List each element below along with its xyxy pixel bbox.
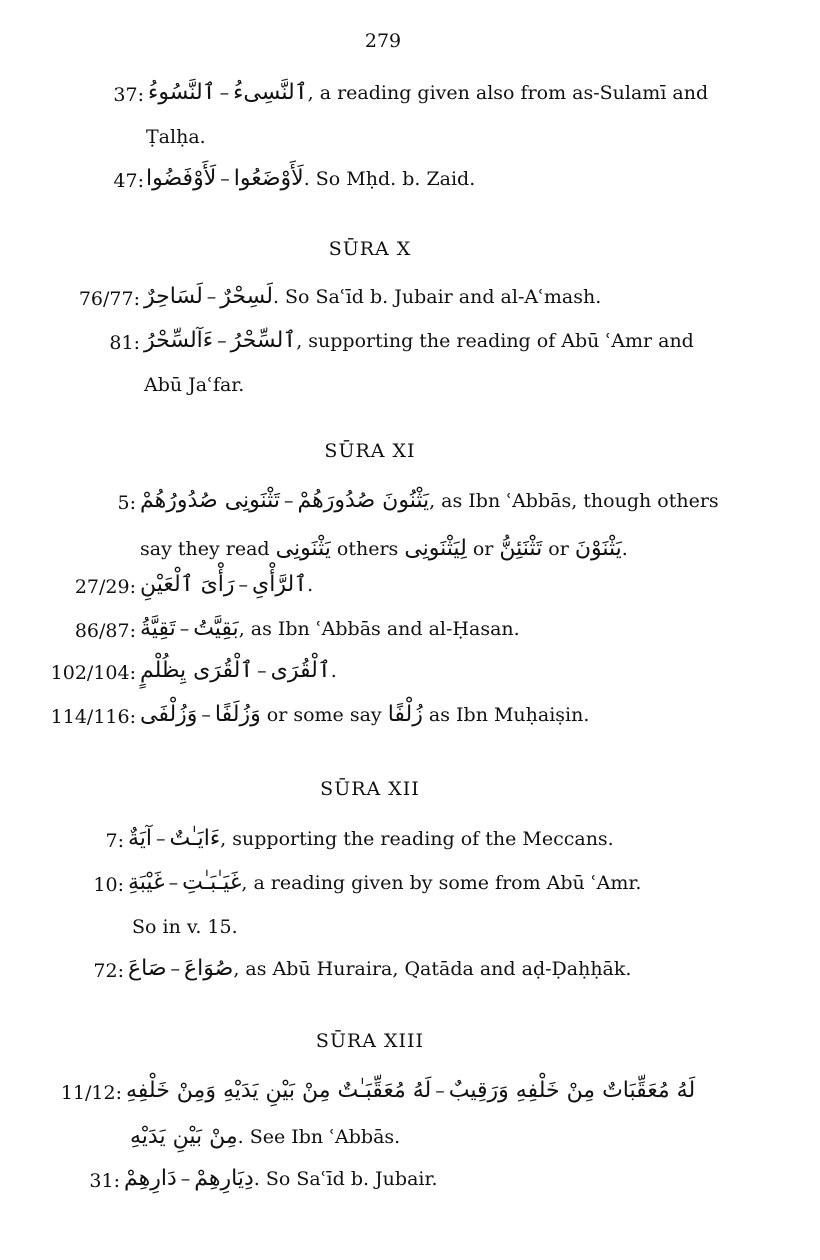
verse-ref: 7: (105, 830, 124, 852)
arabic-reading: صُوَاعَ (184, 956, 234, 981)
entry-line: آيَةٌ – ءَايَـٰتٌ, supporting the reading of the Meccans. (128, 826, 614, 851)
arabic-reading: ٱلْقُرَى (270, 658, 331, 683)
arabic-reading: لَهُ مُعَقِّبَاتٌ مِنْ خَلْفِهِ وَرَقِيبٌ (448, 1078, 696, 1103)
entry-line: تَقِيَّةُ – بَقِيَّتُ, as Ibn ʿAbbās and al-Ḥasan. (140, 616, 520, 641)
entry-text: , as Ibn ʿAbbās and al-Ḥasan. (238, 618, 520, 640)
entry-text: . (307, 574, 314, 596)
entry-text: . So Mḥd. b. Zaid. (303, 168, 476, 190)
verse-ref: 47: (113, 170, 144, 192)
entry-line: تَثْنَونِى صُدُورُهُمْ – يَثْنُونَ صُدُورَهُمْ, as Ibn ʿAbbās, though others (140, 488, 719, 513)
entry-text: , a reading given also from as-Sulamī and (307, 82, 709, 104)
entry-line: ٱلنَّسُوءُ – ٱلنَّسِىءُ, a reading given also from as-Sulamī and (148, 80, 709, 105)
entry-line: لَسَاحِرٌ – لَسِحْرٌ. So Saʿīd b. Jubair and al-Aʿmash. (144, 284, 602, 309)
arabic-reading: زُلْفًا (387, 702, 423, 727)
arabic-reading: ٱلنَّسُوءُ (148, 80, 216, 105)
verse-ref: 5: (117, 492, 136, 514)
arabic-reading: ٱلنَّسِىءُ (233, 80, 308, 105)
arabic-reading: غَيَـٰبَـٰتِ (182, 870, 242, 895)
arabic-reading: آيَةٌ (128, 826, 153, 851)
arabic-reading: يَثْنَوْنَ (574, 536, 622, 561)
entry-line: لَهُ مُعَقِّبَـٰتٌ مِنْ بَيْنِ يَدَيْهِ وَمِنْ خَلْفِهِ – لَهُ مُعَقِّبَاتٌ مِنْ خَلْفِهِ وَرَقِيبٌ (126, 1078, 696, 1103)
entry-line: وَزُلْفَى – وَزُلَفًا or some say زُلْفًا as Ibn Muḥaiṣin. (140, 702, 590, 727)
arabic-reading: بَقِيَّتُ (193, 616, 239, 641)
verse-ref: 10: (93, 874, 124, 896)
entry-continuation: say they read يَثْنَونِى others لِيَثْنَونِى or تَثْنَئِنُّ or يَثْنَوْنَ. (140, 536, 628, 561)
arabic-reading: ءَايَـٰتٌ (169, 826, 221, 851)
entry-text: , supporting the reading of the Meccans. (220, 828, 614, 850)
entry-text: , as Ibn ʿAbbās, though others (429, 490, 719, 512)
sura-heading: SŪRA XIII (315, 1030, 425, 1052)
entry-line: لَأَوْفَضُوا – لَأَوْضَعُوا. So Mḥd. b. Zaid. (146, 166, 476, 191)
arabic-reading: تَثْنَونِى صُدُورُهُمْ (140, 488, 280, 513)
arabic-reading: لَأَوْضَعُوا (233, 166, 304, 191)
verse-ref: 114/116: (50, 706, 136, 728)
verse-ref: 76/77: (78, 288, 140, 310)
page-number: 279 (364, 30, 402, 52)
verse-ref: 31: (89, 1170, 120, 1192)
verse-ref: 81: (109, 332, 140, 354)
entry-text: . (330, 660, 337, 682)
entry-continuation: So in v. 15. (132, 916, 238, 938)
arabic-reading: ٱلْقُرَى يِظُلْمٍ (140, 658, 254, 683)
arabic-reading: ٱلسِّحْرُ (230, 328, 297, 353)
arabic-reading: تَقِيَّةُ (140, 616, 176, 641)
arabic-reading: مِنْ بَيْنِ يَدَيْهِ (130, 1124, 238, 1149)
arabic-reading: غَيْبَةِ (128, 870, 165, 895)
entry-line: غَيْبَةِ – غَيَـٰبَـٰتِ, a reading given by some from Abū ʿAmr. (128, 870, 642, 895)
entry-continuation: مِنْ بَيْنِ يَدَيْهِ. See Ibn ʿAbbās. (130, 1124, 401, 1149)
arabic-reading: لَسَاحِرٌ (144, 284, 203, 309)
arabic-reading: ٱلرَّأْىِ (252, 572, 308, 597)
arabic-reading: يَثْنُونَ صُدُورَهُمْ (297, 488, 430, 513)
verse-ref: 11/12: (60, 1082, 122, 1104)
entry-text: . So Saʿīd b. Jubair and al-Aʿmash. (272, 286, 602, 308)
entry-line: صَاعَ – صُوَاعَ, as Abū Huraira, Qatāda and aḍ-Ḍaḥḥāk. (128, 956, 632, 981)
arabic-reading: دَارِهِمْ (124, 1166, 177, 1191)
arabic-reading: لَسِحْرٌ (220, 284, 273, 309)
verse-ref: 27/29: (74, 576, 136, 598)
sura-heading: SŪRA X (328, 238, 412, 260)
arabic-reading: يَثْنَونِى (275, 536, 331, 561)
entry-text: . So Saʿīd b. Jubair. (253, 1168, 438, 1190)
arabic-reading: صَاعَ (128, 956, 167, 981)
entry-text: , supporting the reading of Abū ʿAmr and (296, 330, 694, 352)
verse-ref: 86/87: (74, 620, 136, 642)
verse-ref: 102/104: (50, 662, 136, 684)
entry-line: رَأْىَ ٱلْعَيْنِ – ٱلرَّأْىِ. (140, 572, 314, 597)
arabic-reading: وَزُلَفًا (214, 702, 261, 727)
arabic-reading: لَأَوْفَضُوا (146, 166, 217, 191)
arabic-reading: لِيَثْنَونِى (404, 536, 467, 561)
entry-continuation: Abū Jaʿfar. (144, 374, 245, 396)
arabic-reading: وَزُلْفَى (140, 702, 198, 727)
arabic-reading: تَثْنَئِنُّ (499, 536, 543, 561)
sura-heading: SŪRA XII (320, 778, 420, 800)
entry-line: دَارِهِمْ – دِيَارِهِمْ. So Saʿīd b. Jubair. (124, 1166, 438, 1191)
entry-line: ٱلْقُرَى يِظُلْمٍ – ٱلْقُرَى. (140, 658, 337, 683)
entry-text: , as Abū Huraira, Qatāda and aḍ-Ḍaḥḥāk. (233, 958, 632, 980)
entry-line: ءَآلسِّحْرُ – ٱلسِّحْرُ, supporting the reading of Abū ʿAmr and (144, 328, 694, 353)
entry-continuation: Ṭalḥa. (146, 126, 206, 148)
entry-text: as Ibn Muḥaiṣin. (428, 704, 590, 726)
entry-text: , a reading given by some from Abū ʿAmr. (241, 872, 642, 894)
arabic-reading: لَهُ مُعَقِّبَـٰتٌ مِنْ بَيْنِ يَدَيْهِ وَمِنْ خَلْفِهِ (126, 1078, 432, 1103)
arabic-reading: رَأْىَ ٱلْعَيْنِ (140, 572, 235, 597)
verse-ref: 37: (113, 84, 144, 106)
verse-ref: 72: (93, 960, 124, 982)
sura-heading: SŪRA XI (324, 440, 416, 462)
arabic-reading: ءَآلسِّحْرُ (144, 328, 214, 353)
arabic-reading: دِيَارِهِمْ (194, 1166, 254, 1191)
